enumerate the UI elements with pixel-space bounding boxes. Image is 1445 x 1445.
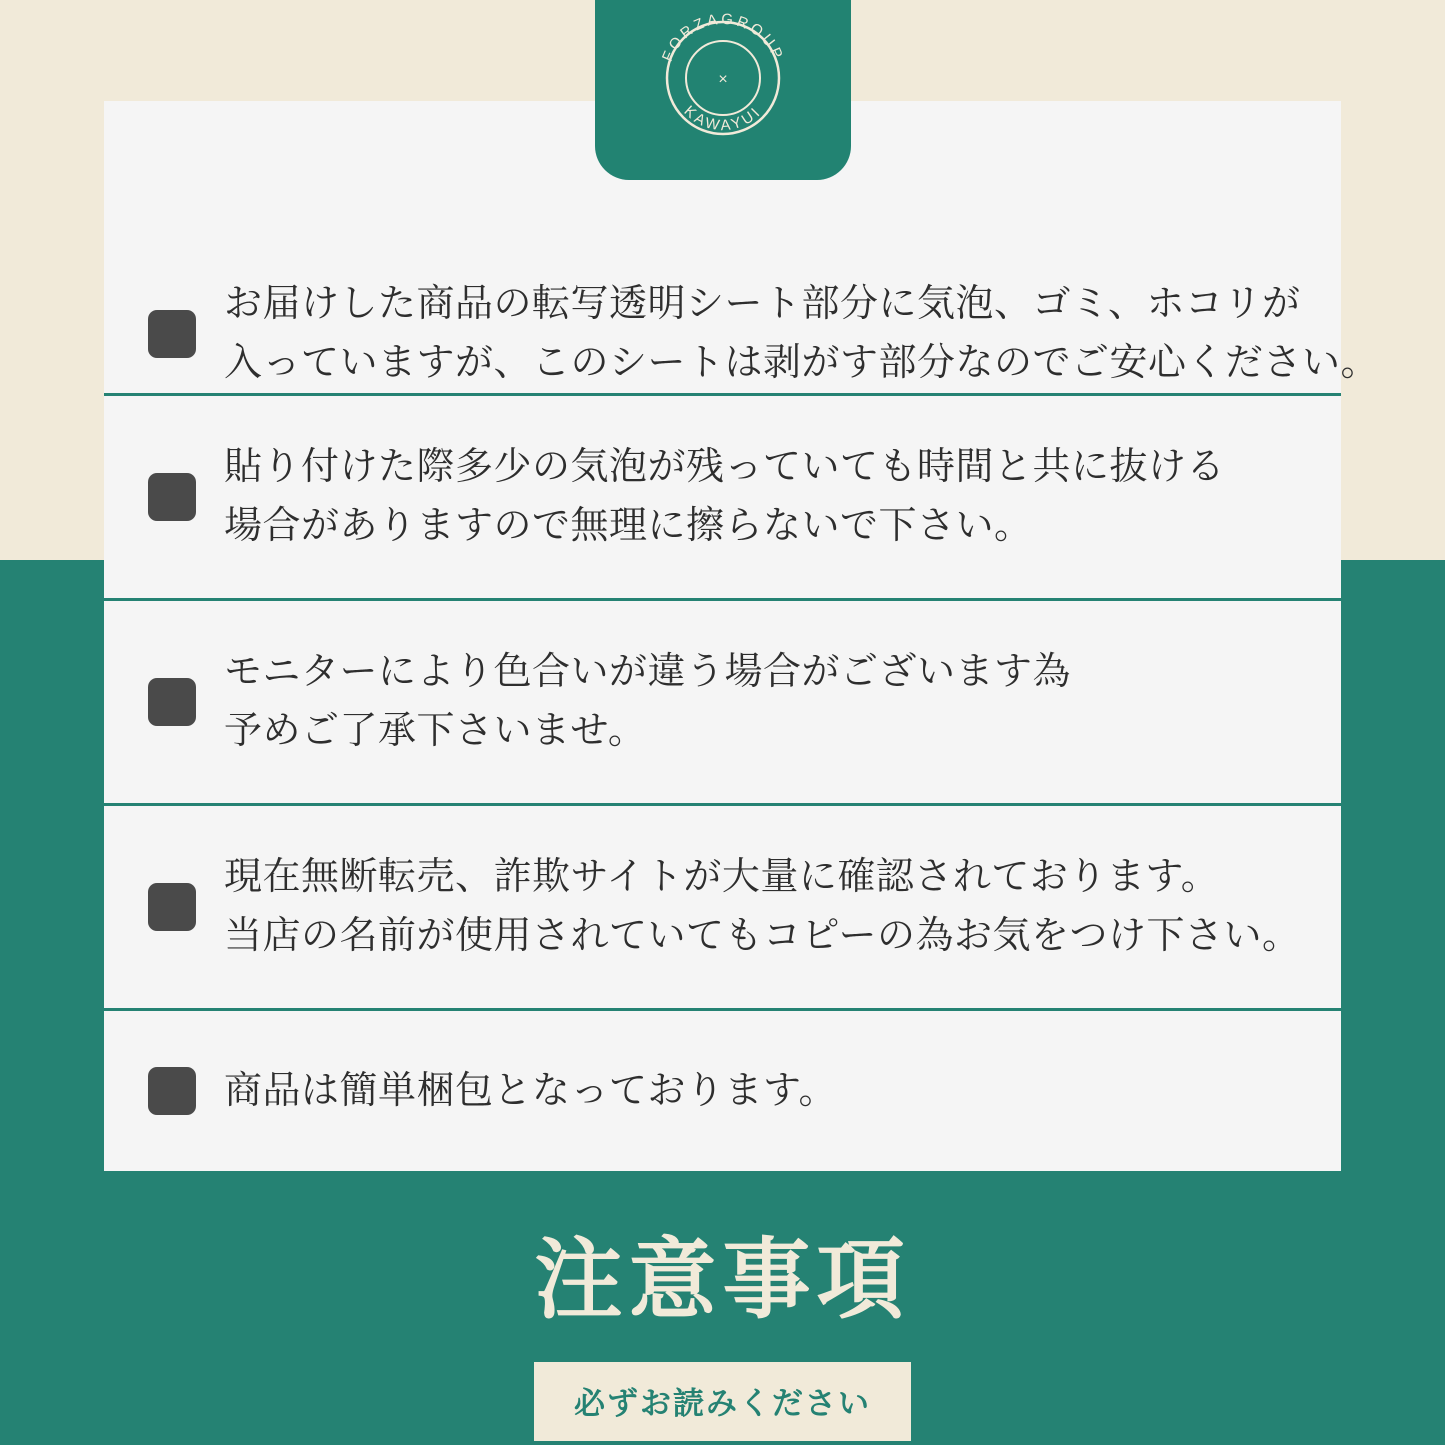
note-line: モニターにより色合いが違う場合がございます為 bbox=[224, 651, 1072, 694]
logo-badge bbox=[595, 0, 851, 180]
note-text bbox=[224, 275, 1379, 393]
note-line: 入っていますが、このシートは剥がす部分なのでご安心ください。 bbox=[224, 342, 1380, 385]
note-text bbox=[224, 438, 1225, 556]
note-text bbox=[224, 643, 1071, 761]
note-line: お届けした商品の転写透明シート部分に気泡、ゴミ、ホコリが bbox=[224, 283, 1301, 326]
footer-title: 注意事項 bbox=[534, 1230, 911, 1329]
note-row bbox=[104, 1011, 1341, 1171]
svg-text:FORZAGROUP: FORZAGROUP bbox=[658, 10, 788, 64]
note-line: 予めご了承下さいませ。 bbox=[224, 710, 647, 752]
svg-text:×: × bbox=[718, 71, 728, 88]
bullet-square-icon bbox=[148, 678, 196, 726]
svg-text:KAWAYUI: KAWAYUI bbox=[680, 102, 766, 135]
bullet-square-icon bbox=[148, 473, 196, 521]
note-line: 貼り付けた際多少の気泡が残っていても時間と共に抜ける bbox=[224, 446, 1226, 489]
note-text bbox=[224, 848, 1300, 966]
note-row bbox=[104, 806, 1341, 1011]
bullet-square-icon bbox=[148, 310, 196, 358]
footer-chip: 必ずお読みください bbox=[534, 1362, 911, 1441]
notes-card bbox=[104, 101, 1380, 1171]
note-row bbox=[104, 396, 1341, 601]
footer bbox=[0, 1200, 1445, 1441]
circular-logo-icon bbox=[649, 4, 797, 152]
note-line: 商品は簡単梱包となっております。 bbox=[224, 1069, 837, 1112]
note-row bbox=[104, 601, 1341, 806]
note-text bbox=[224, 1062, 837, 1121]
note-line: 場合がありますので無理に擦らないで下さい。 bbox=[224, 505, 1033, 547]
bullet-square-icon bbox=[148, 1067, 196, 1115]
note-line: 当店の名前が使用されていてもコピーの為お気をつけ下さい。 bbox=[224, 915, 1301, 957]
bullet-square-icon bbox=[148, 883, 196, 931]
note-line: 現在無断転売、詐欺サイトが大量に確認されております。 bbox=[224, 856, 1220, 899]
